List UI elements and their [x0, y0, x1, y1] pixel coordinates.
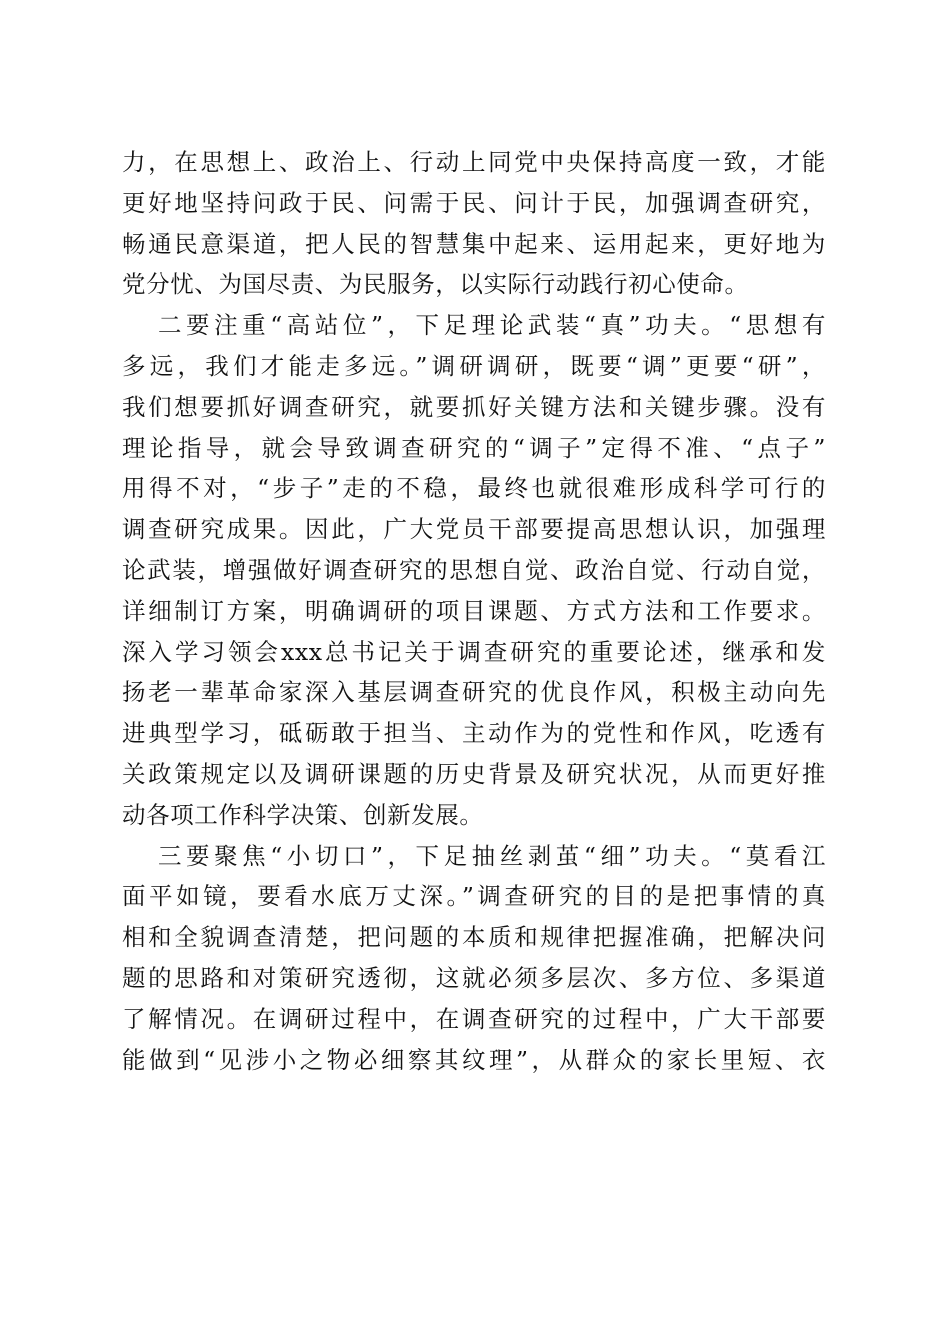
text-line: 用得不对，“步子”走的不稳，最终也就很难形成科学可行的: [122, 474, 826, 503]
paragraph-3: [122, 836, 826, 1081]
text-line: 更好地坚持问政于民、问需于民、问计于民，加强调查研究，: [122, 188, 826, 217]
text-line: 二要注重“高站位”，下足理论武装“真”功夫。“思想有: [158, 311, 826, 340]
text-line: 了解情况。在调研过程中，在调查研究的过程中，广大干部要: [122, 1004, 826, 1033]
paragraph-1: [122, 142, 826, 305]
text-line: 调查研究成果。因此，广大党员干部要提高思想认识，加强理: [122, 515, 826, 544]
text-line: 题的思路和对策研究透彻，这就必须多层次、多方位、多渠道: [122, 963, 826, 992]
text-line: 进典型学习，砥砺敢于担当、主动作为的党性和作风，吃透有: [122, 719, 826, 748]
paragraph-2: [122, 305, 826, 835]
text-line: 论武装，增强做好调查研究的思想自觉、政治自觉、行动自觉，: [122, 555, 826, 584]
text-line: 畅通民意渠道，把人民的智慧集中起来、运用起来，更好地为: [122, 229, 826, 258]
text-line: 扬老一辈革命家深入基层调查研究的优良作风，积极主动向先: [122, 678, 826, 707]
text-line: 党分忧、为国尽责、为民服务，以实际行动践行初心使命。: [122, 270, 749, 299]
text-line: 详细制订方案，明确调研的项目课题、方式方法和工作要求。: [122, 596, 826, 625]
text-line: 多远，我们才能走多远。”调研调研，既要“调”更要“研”，: [122, 351, 826, 380]
text-line: 关政策规定以及调研课题的历史背景及研究状况，从而更好推: [122, 759, 826, 788]
text-line: 相和全貌调查清楚，把问题的本质和规律把握准确，把解决问: [122, 923, 826, 952]
document-body: [122, 142, 826, 1080]
text-line: 三要聚焦“小切口”，下足抽丝剥茧“细”功夫。“莫看江: [158, 841, 826, 870]
text-line: 我们想要抓好调查研究，就要抓好关键方法和关键步骤。没有: [122, 392, 826, 421]
text-line: 深入学习领会xxx总书记关于调查研究的重要论述，继承和发: [122, 637, 826, 666]
text-line: 面平如镜，要看水底万丈深。”调查研究的目的是把事情的真: [122, 882, 826, 911]
text-line: 理论指导，就会导致调查研究的“调子”定得不准、“点子”: [122, 433, 826, 462]
text-line: 力，在思想上、政治上、行动上同党中央保持高度一致，才能: [122, 148, 826, 176]
text-line: 能做到“见涉小之物必细察其纹理”，从群众的家长里短、衣: [122, 1045, 826, 1074]
text-line: 动各项工作科学决策、创新发展。: [122, 800, 484, 829]
